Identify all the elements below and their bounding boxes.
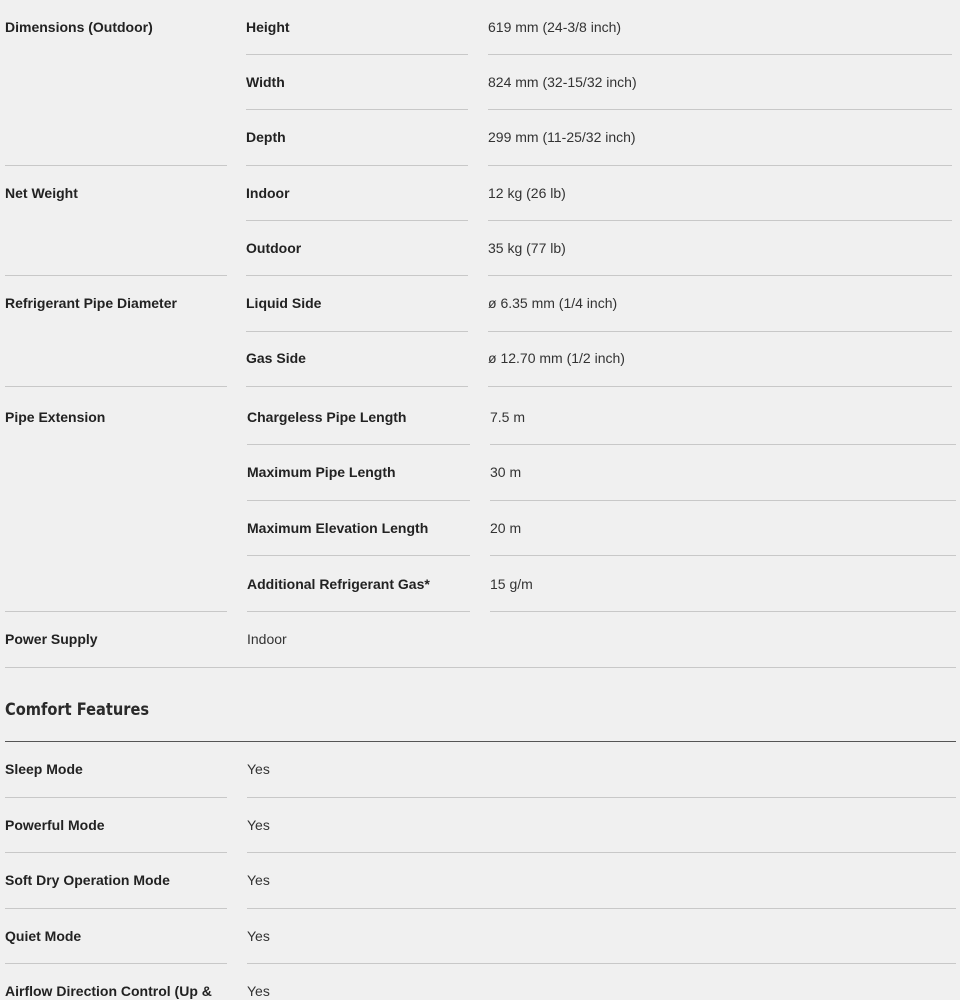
row-divider (246, 165, 468, 166)
group-label: Net Weight (5, 185, 78, 201)
group-divider (5, 386, 227, 387)
row-divider (488, 165, 952, 166)
row-value: 12 kg (26 lb) (488, 185, 566, 201)
row-value: Indoor (247, 631, 287, 647)
row-label: Maximum Pipe Length (247, 464, 396, 480)
row-value: 35 kg (77 lb) (488, 240, 566, 256)
row-divider (488, 109, 952, 110)
row-divider (488, 331, 952, 332)
feature-value: Yes (247, 817, 270, 833)
row-divider (488, 386, 952, 387)
group-divider (5, 667, 956, 668)
row-divider (488, 220, 952, 221)
row-divider (247, 555, 470, 556)
group-divider (5, 611, 227, 612)
row-divider (246, 109, 468, 110)
row-label: Outdoor (246, 240, 302, 256)
feature-label: Quiet Mode (5, 928, 82, 944)
row-divider (246, 220, 468, 221)
row-divider (247, 797, 956, 798)
row-label: Liquid Side (246, 295, 322, 311)
feature-label: Soft Dry Operation Mode (5, 872, 170, 888)
row-divider (247, 611, 470, 612)
group-divider (5, 165, 227, 166)
row-divider (246, 331, 468, 332)
row-divider (247, 852, 956, 853)
group-label: Dimensions (Outdoor) (5, 19, 153, 35)
row-value: 824 mm (32-15/32 inch) (488, 74, 637, 90)
row-value: 299 mm (11-25/32 inch) (488, 129, 636, 145)
row-divider (247, 963, 956, 964)
row-divider (246, 386, 468, 387)
feature-label: Powerful Mode (5, 817, 105, 833)
row-value: 20 m (490, 520, 522, 536)
row-label: Additional Refrigerant Gas* (247, 576, 430, 592)
row-value: ø 6.35 mm (1/4 inch) (488, 295, 618, 311)
row-divider (490, 555, 956, 556)
feature-value: Yes (247, 983, 270, 999)
row-label: Height (246, 19, 290, 35)
row-divider (5, 852, 227, 853)
feature-label: Airflow Direction Control (Up & (5, 983, 212, 999)
feature-label: Sleep Mode (5, 761, 83, 777)
row-label: Chargeless Pipe Length (247, 409, 407, 425)
row-value: 7.5 m (490, 409, 526, 425)
row-divider (5, 797, 227, 798)
row-label: Width (246, 74, 285, 90)
row-divider (490, 611, 956, 612)
row-value: 30 m (490, 464, 522, 480)
row-label: Gas Side (246, 350, 306, 366)
feature-value: Yes (247, 761, 270, 777)
section-heading: Comfort Features (5, 700, 150, 720)
row-value: ø 12.70 mm (1/2 inch) (488, 350, 625, 366)
section-divider (5, 741, 956, 742)
row-divider (490, 444, 956, 445)
row-label: Maximum Elevation Length (247, 520, 429, 536)
row-divider (490, 500, 956, 501)
row-divider (247, 908, 956, 909)
row-label: Depth (246, 129, 286, 145)
group-label: Pipe Extension (5, 409, 106, 425)
row-divider (246, 54, 468, 55)
row-divider (488, 275, 952, 276)
row-divider (5, 963, 227, 964)
feature-value: Yes (247, 928, 270, 944)
group-divider (5, 275, 227, 276)
row-value: 619 mm (24-3/8 inch) (488, 19, 622, 35)
row-divider (488, 54, 952, 55)
group-label: Power Supply (5, 631, 98, 647)
row-value: 15 g/m (490, 576, 533, 592)
feature-value: Yes (247, 872, 270, 888)
row-divider (5, 908, 227, 909)
row-divider (247, 444, 470, 445)
row-label: Indoor (246, 185, 290, 201)
row-divider (247, 500, 470, 501)
group-label: Refrigerant Pipe Diameter (5, 295, 177, 311)
row-divider (246, 275, 468, 276)
